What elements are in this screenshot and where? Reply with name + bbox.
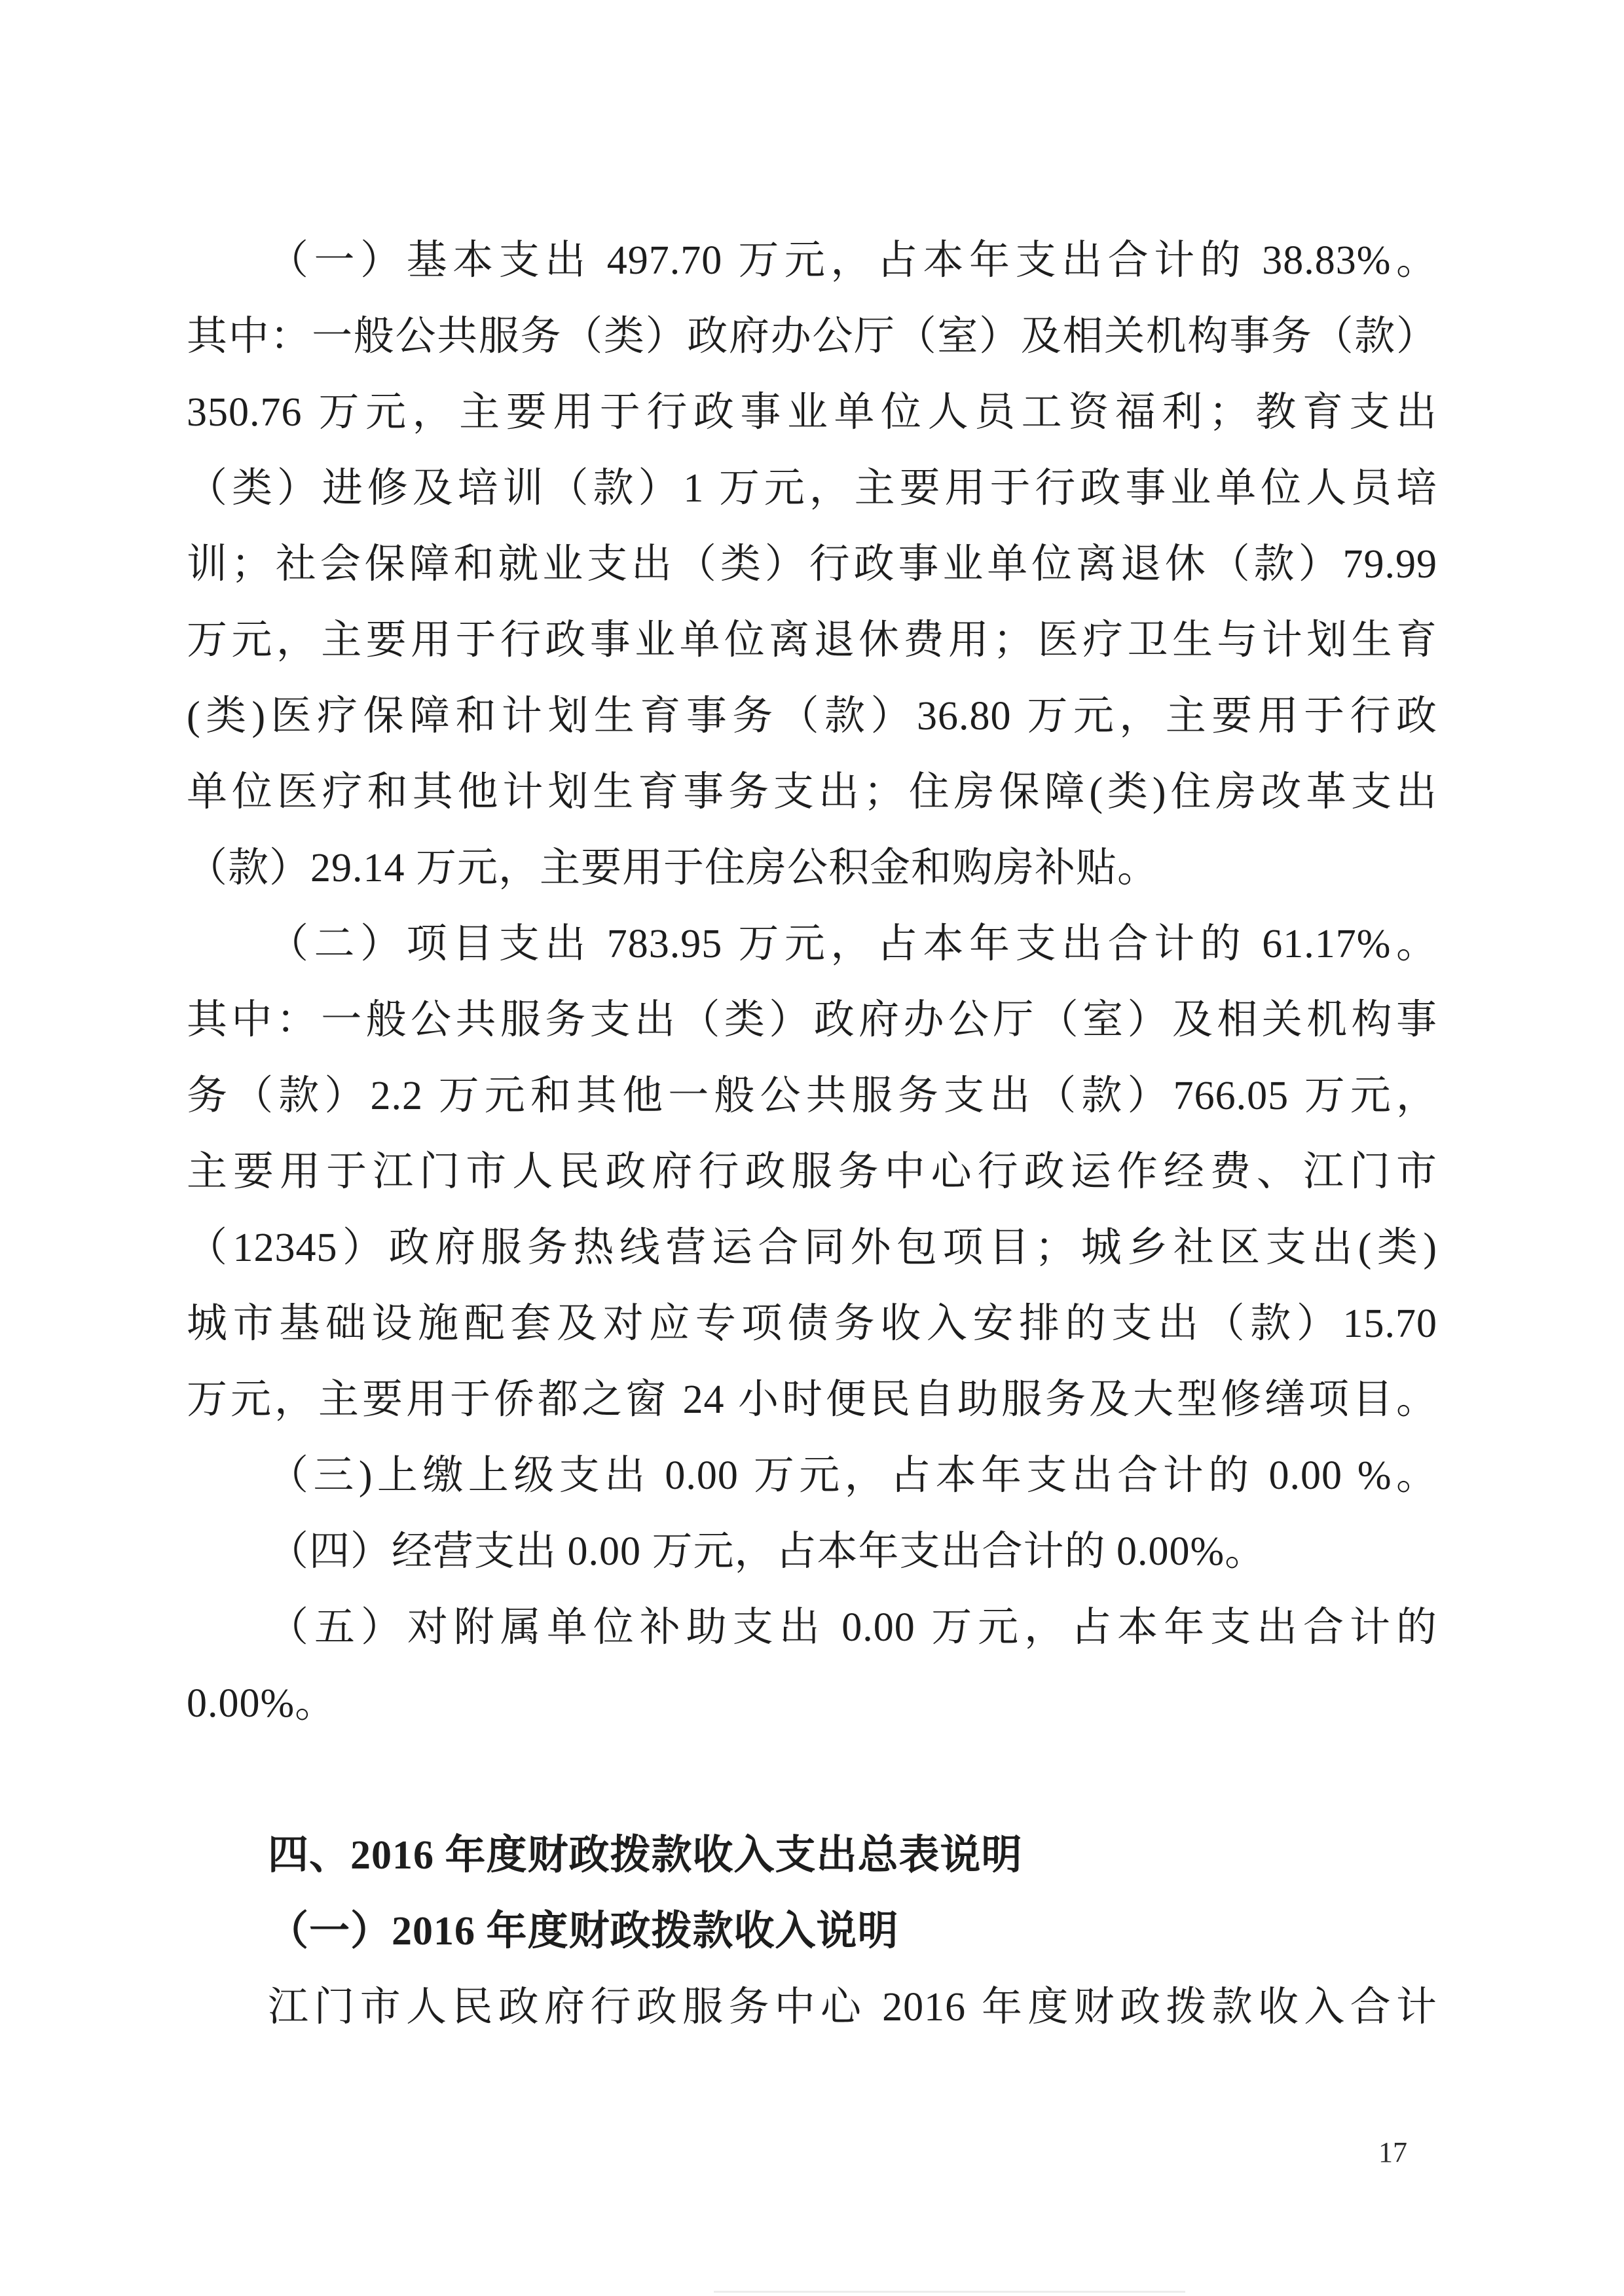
text-line: 务（款）2.2 万元和其他一般公共服务支出（款）766.05 万元， [187, 1074, 1437, 1118]
text-line: 城市基础设施配套及对应专项债务收入安排的支出（款）15.70 [187, 1302, 1437, 1346]
text-line: （12345）政府服务热线营运合同外包项目；城乡社区支出(类) [187, 1226, 1437, 1270]
text-line: 其中：一般公共服务（类）政府办公厅（室）及相关机构事务（款） [187, 314, 1437, 359]
text-line-operating-expenditure: （四）经营支出 0.00 万元，占本年支出合计的 0.00%。 [268, 1529, 1266, 1574]
text-line: （款）29.14 万元，主要用于住房公积金和购房补贴。 [187, 846, 1159, 890]
text-line-subsidy-expenditure: （五）对附属单位补助支出 0.00 万元，占本年支出合计的 [268, 1605, 1437, 1650]
text-line: (类)医疗保障和计划生育事务（款）36.80 万元，主要用于行政 [187, 694, 1437, 738]
section-heading-four: 四、2016 年度财政拨款收入支出总表说明 [268, 1833, 1023, 1878]
text-line-upper-level-expenditure: （三)上缴上级支出 0.00 万元，占本年支出合计的 0.00 %。 [268, 1453, 1437, 1498]
page-number: 17 [1378, 2136, 1407, 2168]
document-body [187, 223, 1437, 2045]
blank-line [187, 1741, 1437, 1817]
text-line: 万元，主要用于侨都之窗 24 小时便民自助服务及大型修缮项目。 [187, 1377, 1437, 1422]
text-line: 万元，主要用于行政事业单位离退休费用；医疗卫生与计划生育 [187, 618, 1437, 663]
text-line: 训；社会保障和就业支出（类）行政事业单位离退休（款）79.99 [187, 542, 1437, 587]
text-line: 主要用于江门市人民政府行政服务中心行政运作经费、江门市 [187, 1150, 1437, 1194]
text-line-basic-expenditure-summary: （一）基本支出 497.70 万元，占本年支出合计的 38.83%。 [268, 238, 1437, 283]
text-line: 单位医疗和其他计划生育事务支出；住房保障(类)住房改革支出 [187, 770, 1437, 814]
text-line: 江门市人民政府行政服务中心 2016 年度财政拨款收入合计 [268, 1985, 1437, 2030]
text-line: 0.00%。 [187, 1681, 337, 1726]
text-line-project-expenditure-summary: （二）项目支出 783.95 万元，占本年支出合计的 61.17%。 [268, 922, 1437, 966]
subsection-heading-one: （一）2016 年度财政拨款收入说明 [268, 1909, 899, 1954]
text-line: （类）进修及培训（款）1 万元，主要用于行政事业单位人员培 [187, 466, 1437, 511]
text-line: 其中：一般公共服务支出（类）政府办公厅（室）及相关机构事 [187, 998, 1437, 1042]
text-line: 350.76 万元，主要用于行政事业单位人员工资福利；教育支出 [187, 390, 1437, 435]
scan-edge-artifact [714, 2291, 1185, 2293]
